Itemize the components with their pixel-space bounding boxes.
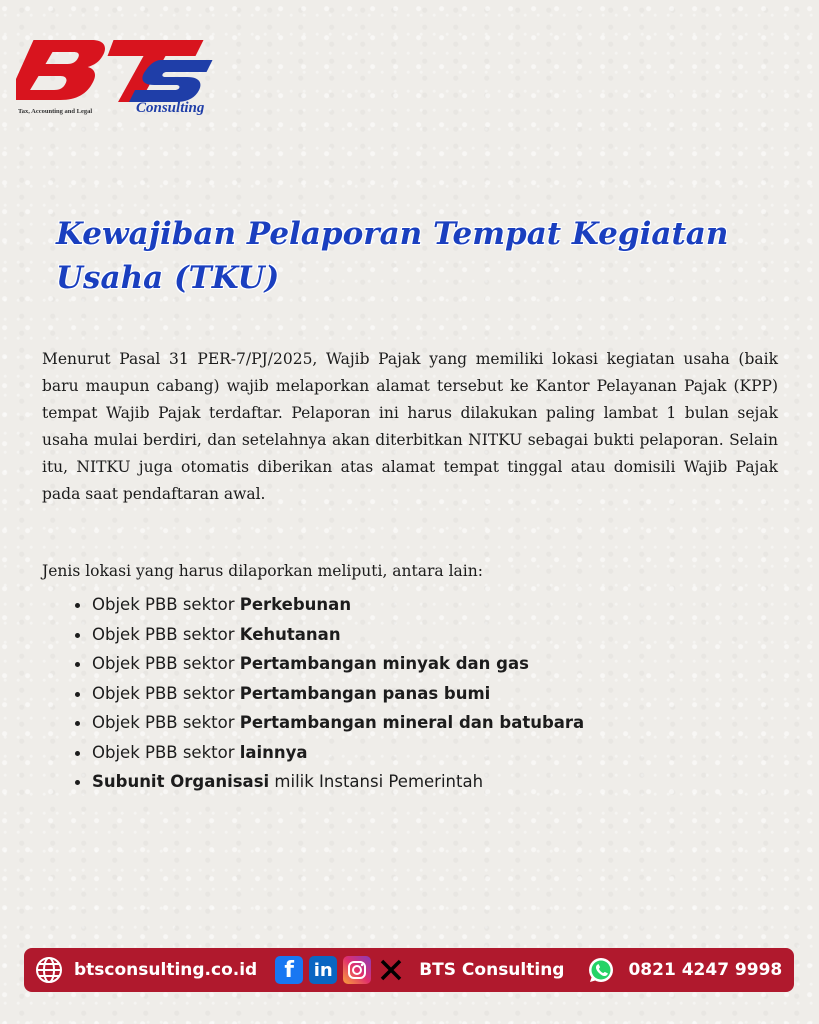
logo-consulting: Consulting [136,100,205,116]
body-paragraph: Menurut Pasal 31 PER-7/PJ/2025, Wajib Pajak yang memiliki lokasi kegiatan usaha (baik baru maupun cabang) wajib melaporkan alamat tersebut ke Kantor Pelayanan Pajak (KPP) tempat Wajib Pajak terdaftar. Pelaporan ini harus dilakukan paling lambat 1 bulan sejak usaha mulai berdiri, dan setelahnya akan diterbitkan NITKU sebagai bukti pelaporan. Selain itu, NITKU juga otomatis diberikan atas alamat tempat tinggal atau domisili Wajib Pajak pada saat pendaftaran awal. [42,350,778,503]
list-item: • Subunit Organisasi milik Instansi Pemerintah [92,767,584,797]
list-item: • Objek PBB sektor lainnya [92,738,584,768]
whatsapp-icon[interactable] [586,955,616,985]
list-intro: Jenis lokasi yang harus dilaporkan meliputi, antara lain: [42,562,483,580]
facebook-icon[interactable]: f [275,956,303,984]
logo-tagline: Tax, Accounting and Legal [18,108,93,115]
footer-bar [24,948,794,992]
list-item: • Objek PBB sektor Pertambangan mineral dan batubara [92,708,584,738]
website-link[interactable]: btsconsulting.co.id [74,960,258,980]
x-icon[interactable] [377,956,405,984]
title-line-1: Kewajiban Pelaporan Tempat Kegiatan [56,216,729,252]
list-item: • Objek PBB sektor Perkebunan [92,590,584,620]
instagram-icon[interactable] [343,956,371,984]
location-list [70,590,584,797]
list-item: • Objek PBB sektor Pertambangan minyak dan gas [92,649,584,679]
list-item: • Objek PBB sektor Pertambangan panas bumi [92,679,584,709]
brand-logo [16,38,216,128]
bts-logo-mark [16,38,216,104]
globe-icon [34,955,64,985]
linkedin-icon[interactable]: in [309,956,337,984]
brand-name: BTS Consulting [419,960,565,980]
list-item: • Objek PBB sektor Kehutanan [92,620,584,650]
phone-number[interactable]: 0821 4247 9998 [628,960,783,980]
page-title [56,212,776,300]
title-line-2: Usaha (TKU) [56,260,280,296]
